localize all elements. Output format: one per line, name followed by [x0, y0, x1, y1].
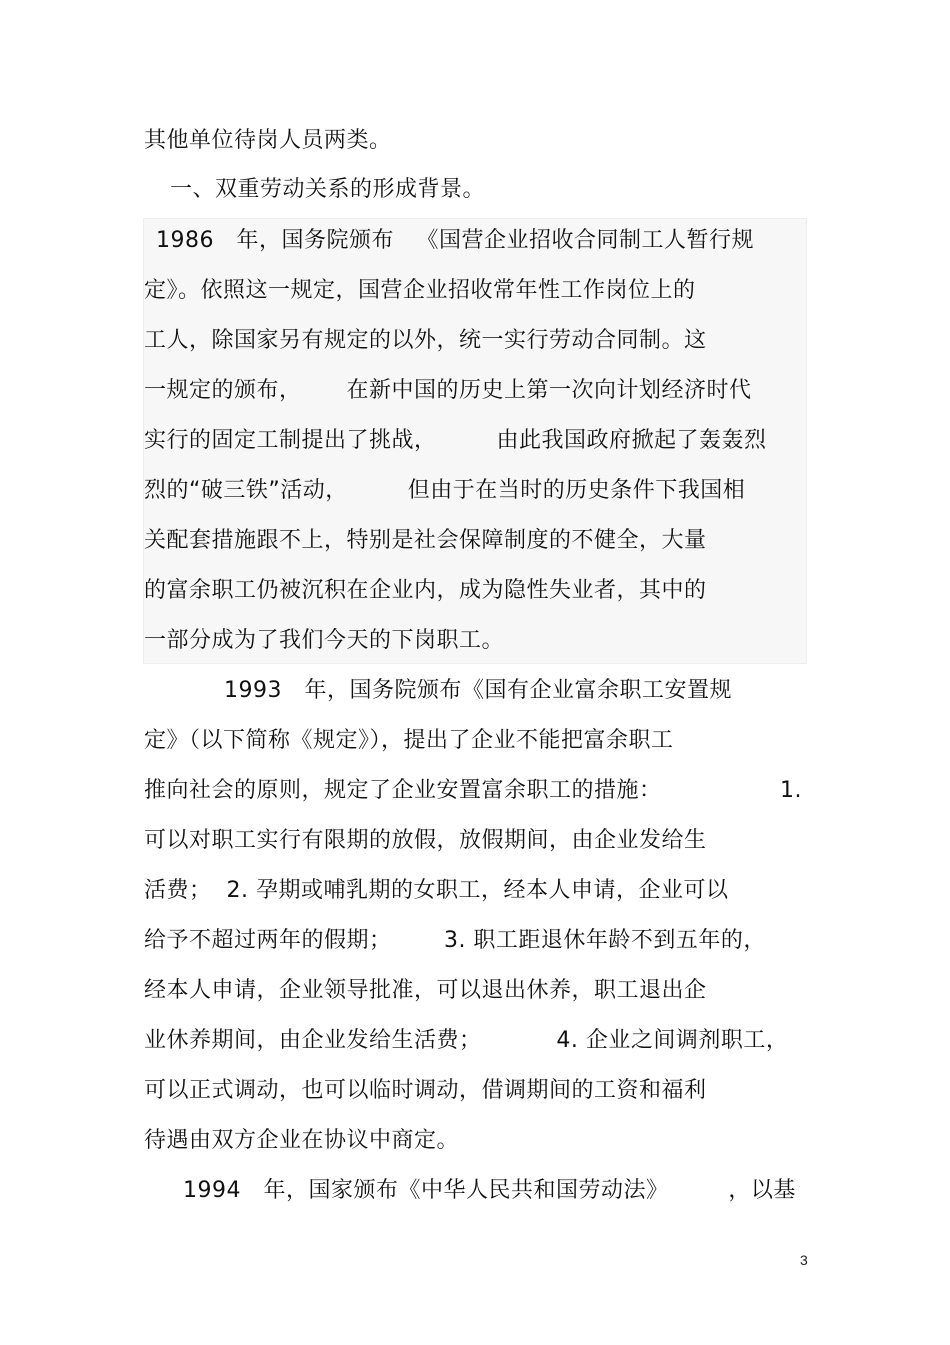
paragraph-line: 可以对职工实行有限期的放假，放假期间，由企业发给生 [144, 828, 707, 853]
paragraph-line: 活费； 2. 孕期或哺乳期的女职工，经本人申请，企业可以 [144, 878, 729, 903]
paragraph-line: 实行的固定工制提出了挑战， 由此我国政府掀起了轰轰烈 [144, 428, 767, 453]
paragraph-line: 定》。依照这一规定，国营企业招收常年性工作岗位上的 [144, 278, 696, 303]
paragraph-line: 其他单位待岗人员两类。 [144, 128, 392, 153]
paragraph-line: 烈的“破三铁”活动， 但由于在当时的历史条件下我国相 [144, 478, 746, 503]
paragraph-line: 经本人申请，企业领导批准，可以退出休养，职工退出企 [144, 978, 707, 1003]
paragraph-line: 工人，除国家另有规定的以外，统一实行劳动合同制。这 [144, 328, 707, 353]
paragraph-line: 定》（以下简称《规定》），提出了企业不能把富余职工 [144, 728, 674, 753]
paragraph-line: 可以正式调动，也可以临时调动，借调期间的工资和福利 [144, 1078, 707, 1103]
paragraph-line: 待遇由双方企业在协议中商定。 [144, 1128, 460, 1153]
paragraph-line: 业休养期间，由企业发给生活费； 4. 企业之间调剂职工， [144, 1028, 789, 1053]
list-number: 1. [780, 778, 802, 803]
page-number: 3 [800, 1252, 808, 1268]
paragraph-line: 关配套措施跟不上，特别是社会保障制度的不健全，大量 [144, 528, 707, 553]
paragraph-line: 1994 年，国家颁布《中华人民共和国劳动法》 ，以基 [183, 1178, 796, 1203]
paragraph-line: 1993 年，国务院颁布《国有企业富余职工安置规 [224, 678, 732, 703]
paragraph-line: 1986 年，国务院颁布 《国营企业招收合同制工人暂行规 [156, 228, 754, 253]
paragraph-line: 一规定的颁布， 在新中国的历史上第一次向计划经济时代 [144, 378, 752, 403]
paragraph-line: 给予不超过两年的假期； 3. 职工距退休年龄不到五年的， [144, 928, 766, 953]
paragraph-line: 的富余职工仍被沉积在企业内，成为隐性失业者，其中的 [144, 578, 707, 603]
paragraph-line: 推向社会的原则，规定了企业安置富余职工的措施： [144, 778, 662, 803]
paragraph-line: 一部分成为了我们今天的下岗职工。 [144, 628, 505, 653]
section-heading: 一、双重劳动关系的形成背景。 [170, 177, 486, 202]
